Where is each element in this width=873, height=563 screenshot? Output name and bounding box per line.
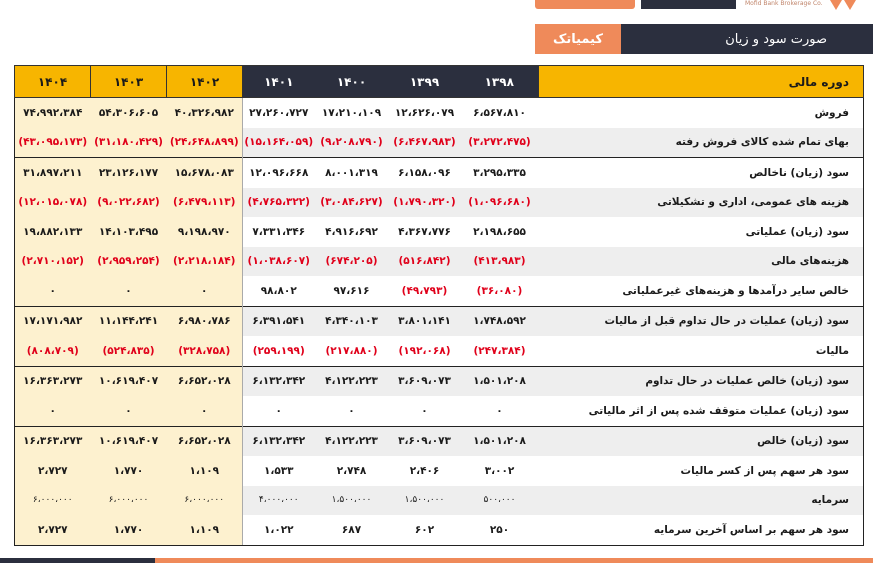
table-cell: ۱۴،۱۰۳،۴۹۵ [91,217,167,247]
table-cell: ۱،۵۰۰،۰۰۰ [315,486,389,516]
table-cell: (۹،۰۲۲،۶۸۲) [91,188,167,218]
row-label: سود (زیان) عملیات متوقف شده پس از اثر مالیاتی [539,396,864,426]
table-cell: ۳،۸۰۱،۱۴۱ [389,306,461,336]
table-cell: ۲،۷۲۷ [15,515,91,545]
table-cell: ۹،۱۹۸،۹۷۰ [167,217,243,247]
table-cell: ۲،۴۰۶ [389,456,461,486]
table-cell: ۵۴،۳۰۶،۶۰۵ [91,98,167,128]
table-cell: (۲،۷۱۰،۱۵۲) [15,247,91,277]
table-row [15,217,864,247]
table-cell: ۳،۶۰۹،۰۷۳ [389,426,461,456]
table-cell: ۸،۰۰۱،۳۱۹ [315,158,389,188]
table-cell: ۲۷،۲۶۰،۷۲۷ [243,98,315,128]
row-label: خالص سایر درآمدها و هزینه‌های غیرعملیاتی [539,276,864,306]
table-cell: (۴۹،۷۹۳) [389,276,461,306]
table-cell: ۴،۱۲۲،۲۲۳ [315,366,389,396]
table-cell: (۱۵،۱۶۴،۰۵۹) [243,128,315,158]
statement-header [535,22,873,56]
table-cell: ۷،۳۳۱،۳۴۶ [243,217,315,247]
table-cell: (۲،۹۵۹،۲۵۴) [91,247,167,277]
table-cell: ۳۱،۸۹۷،۲۱۱ [15,158,91,188]
table-cell: ۳،۰۰۲ [461,456,539,486]
table-cell: (۱۲،۰۱۵،۰۷۸) [15,188,91,218]
top-tab-orange[interactable] [535,0,635,9]
row-label: مالیات [539,336,864,366]
table-cell: ۴۰،۳۲۶،۹۸۲ [167,98,243,128]
table-cell: (۶۷۴،۲۰۵) [315,247,389,277]
footer-bar [0,558,873,563]
top-tab-dark[interactable] [641,0,736,9]
table-cell: ۴،۳۴۰،۱۰۳ [315,306,389,336]
table-cell: ۹۸،۸۰۲ [243,276,315,306]
row-label: سود (زیان) ناخالص [539,158,864,188]
table-row [15,456,864,486]
year-header: ۱۳۹۹ [389,66,461,98]
table-cell: (۳۱،۱۸۰،۴۲۹) [91,128,167,158]
footer-bar-orange [155,558,873,563]
table-cell: ۱۲،۶۲۶،۰۷۹ [389,98,461,128]
table-cell: ۲،۷۴۸ [315,456,389,486]
table-cell: ۱۰،۶۱۹،۴۰۷ [91,366,167,396]
table-cell: ۶،۱۵۸،۰۹۶ [389,158,461,188]
table-cell: ۲۳،۱۲۶،۱۷۷ [91,158,167,188]
table-row [15,98,864,128]
table-row [15,336,864,366]
row-label: سود هر سهم پس از کسر مالیات [539,456,864,486]
table-cell: ۶۰۲ [389,515,461,545]
table-cell: (۳،۰۸۴،۶۲۷) [315,188,389,218]
row-label: بهای تمام شده کالای فروش رفته [539,128,864,158]
table-row [15,188,864,218]
table-cell: ۰ [15,276,91,306]
row-label: هزینه های عمومی، اداری و تشکیلاتی [539,188,864,218]
table-row [15,306,864,336]
table-cell: ۴،۱۲۲،۲۲۳ [315,426,389,456]
table-cell: ۵۰۰،۰۰۰ [461,486,539,516]
table-cell: ۱،۵۳۳ [243,456,315,486]
statement-title: صورت سود و زیان [621,24,873,54]
year-header: ۱۴۰۴ [15,66,91,98]
table-row [15,366,864,396]
table-row [15,158,864,188]
year-header: ۱۴۰۰ [315,66,389,98]
table-cell: (۶،۴۶۷،۹۸۳) [389,128,461,158]
row-label: سود (زیان) عملیاتی [539,217,864,247]
row-label: سود (زیان) خالص [539,426,864,456]
table-cell: (۱،۰۳۸،۶۰۷) [243,247,315,277]
table-cell: ۴،۳۶۷،۷۷۶ [389,217,461,247]
table-cell: (۶،۴۷۹،۱۱۳) [167,188,243,218]
brand-logo-icon [828,0,858,15]
row-label: سود (زیان) عملیات در حال تداوم قبل از مالیات [539,306,864,336]
table-cell: ۱۷،۱۷۱،۹۸۲ [15,306,91,336]
table-cell: ۰ [91,276,167,306]
table-cell: ۱،۵۰۱،۲۰۸ [461,366,539,396]
table-cell: ۴،۰۰۰،۰۰۰ [243,486,315,516]
table-cell: ۰ [167,276,243,306]
table-cell: ۰ [461,396,539,426]
table-cell: ۶،۹۸۰،۷۸۶ [167,306,243,336]
top-bar [0,0,873,18]
table-cell: ۷۴،۹۹۲،۳۸۴ [15,98,91,128]
table-cell: (۲۵۹،۱۹۹) [243,336,315,366]
table-cell: (۴۱۳،۹۸۳) [461,247,539,277]
table-row [15,247,864,277]
table-cell: (۵۱۶،۸۴۲) [389,247,461,277]
table-cell: ۱،۷۷۰ [91,456,167,486]
year-header: ۱۴۰۳ [91,66,167,98]
table-cell: ۳،۲۹۵،۳۳۵ [461,158,539,188]
table-cell: ۲،۷۲۷ [15,456,91,486]
table-cell: ۶،۶۵۲،۰۲۸ [167,366,243,396]
table-cell: ۶،۰۰۰،۰۰۰ [167,486,243,516]
table-cell: ۶۸۷ [315,515,389,545]
table-cell: ۱۵،۶۷۸،۰۸۳ [167,158,243,188]
table-cell: (۱،۰۹۶،۶۸۰) [461,188,539,218]
table-cell: ۰ [15,396,91,426]
table-cell: (۲۱۷،۸۸۰) [315,336,389,366]
table-header-row [15,66,864,98]
table-cell: (۲،۲۱۸،۱۸۴) [167,247,243,277]
table-cell: ۱،۵۰۰،۰۰۰ [389,486,461,516]
table-row [15,396,864,426]
row-label: فروش [539,98,864,128]
row-label: سود (زیان) خالص عملیات در حال تداوم [539,366,864,396]
table-cell: ۴،۹۱۶،۶۹۲ [315,217,389,247]
table-cell: (۱،۷۹۰،۳۲۰) [389,188,461,218]
table-row [15,486,864,516]
table-cell: ۱۶،۳۶۳،۲۷۳ [15,426,91,456]
table-cell: (۳۶،۰۸۰) [461,276,539,306]
row-label: هزینه‌های مالی [539,247,864,277]
year-header: ۱۴۰۲ [167,66,243,98]
period-label-header: دوره مالی [539,66,864,98]
table-cell: ۱،۷۴۸،۵۹۲ [461,306,539,336]
table-cell: ۶،۰۰۰،۰۰۰ [15,486,91,516]
table-cell: ۱،۱۰۹ [167,515,243,545]
table-cell: ۶،۳۹۱،۵۴۱ [243,306,315,336]
table-cell: ۶،۰۰۰،۰۰۰ [91,486,167,516]
year-header: ۱۴۰۱ [243,66,315,98]
table-cell: ۳،۶۰۹،۰۷۳ [389,366,461,396]
table-cell: ۲،۱۹۸،۶۵۵ [461,217,539,247]
table-cell: (۴۳،۰۹۵،۱۷۳) [15,128,91,158]
table-row [15,128,864,158]
table-row [15,426,864,456]
year-header: ۱۳۹۸ [461,66,539,98]
table-row [15,276,864,306]
row-label: سرمایه [539,486,864,516]
brand-text: Mofid Bank Brokerage Co. [745,0,823,7]
table-row [15,515,864,545]
table-cell: ۱،۰۲۲ [243,515,315,545]
table-cell: ۱۱،۱۴۴،۲۴۱ [91,306,167,336]
table-cell: ۱۷،۲۱۰،۱۰۹ [315,98,389,128]
table-cell: (۲۴،۶۴۸،۸۹۹) [167,128,243,158]
table-cell: ۹۷،۶۱۶ [315,276,389,306]
table-cell: ۶،۵۶۷،۸۱۰ [461,98,539,128]
table-cell: (۲۴۷،۳۸۴) [461,336,539,366]
table-cell: (۱۹۲،۰۶۸) [389,336,461,366]
table-cell: ۶،۱۳۲،۳۴۲ [243,426,315,456]
table-cell: ۶،۶۵۲،۰۲۸ [167,426,243,456]
table-cell: ۰ [315,396,389,426]
table-cell: ۱۶،۳۶۳،۲۷۳ [15,366,91,396]
table-cell: (۳۲۸،۷۵۸) [167,336,243,366]
table-cell: ۰ [91,396,167,426]
table-cell: ۱۲،۰۹۶،۶۶۸ [243,158,315,188]
row-label: سود هر سهم بر اساس آخرین سرمایه [539,515,864,545]
table-cell: ۱۹،۸۸۲،۱۳۳ [15,217,91,247]
table-cell: ۰ [167,396,243,426]
income-statement-table [14,65,864,546]
company-name-badge: کیمیاتک [535,24,621,54]
table-cell: ۲۵۰ [461,515,539,545]
table-cell: ۱،۱۰۹ [167,456,243,486]
table-cell: (۵۲۴،۸۳۵) [91,336,167,366]
table-cell: (۳،۲۷۲،۴۷۵) [461,128,539,158]
table-cell: (۸۰۸،۷۰۹) [15,336,91,366]
table-cell: ۱۰،۶۱۹،۴۰۷ [91,426,167,456]
table-cell: ۶،۱۳۲،۳۴۲ [243,366,315,396]
table-cell: ۱،۵۰۱،۲۰۸ [461,426,539,456]
table-cell: (۹،۲۰۸،۷۹۰) [315,128,389,158]
table-cell: ۰ [243,396,315,426]
table-cell: (۴،۷۶۵،۳۲۲) [243,188,315,218]
table-cell: ۱،۷۷۰ [91,515,167,545]
footer-bar-dark [0,558,155,563]
table-cell: ۰ [389,396,461,426]
